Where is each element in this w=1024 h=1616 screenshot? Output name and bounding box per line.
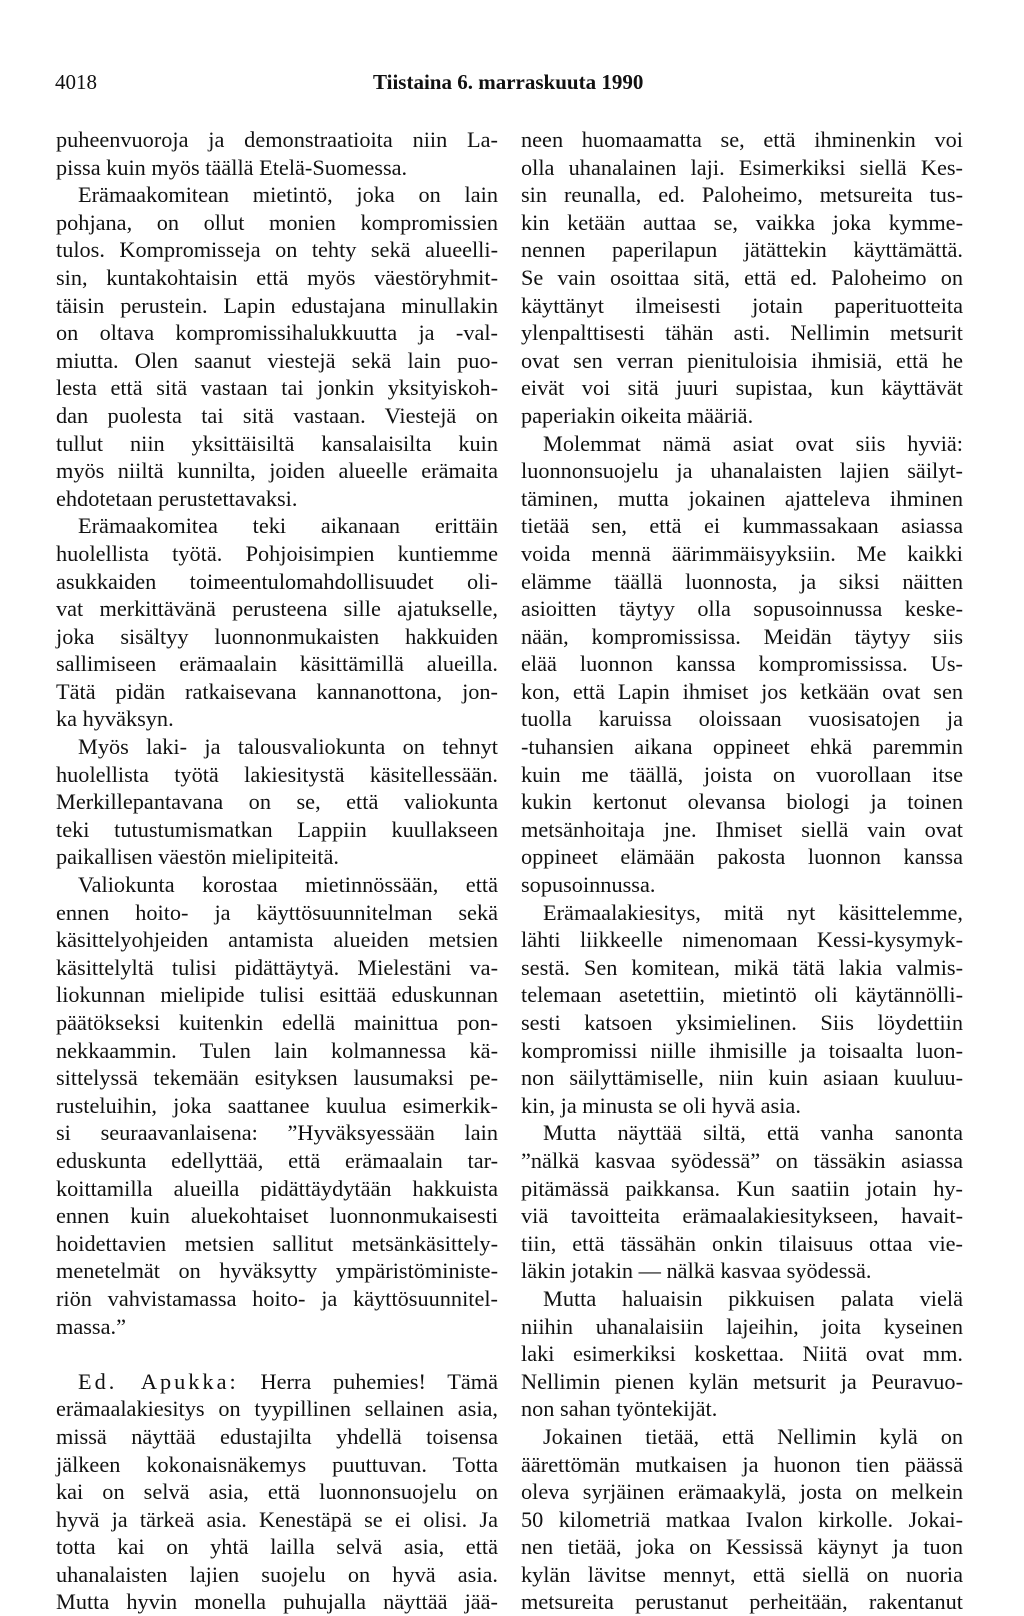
text-line: täminen, mutta jokainen ajatteleva ihminen bbox=[521, 485, 963, 511]
text-line: huolellista työtä. Pohjoisimpien kuntiemme bbox=[56, 540, 498, 566]
text-line: jälkeen kokonaisnäkemys puuttuvan. Totta bbox=[56, 1451, 498, 1477]
text-line: elää luonnon kanssa kompromississa. Us- bbox=[521, 651, 963, 677]
text-line: sopusoinnussa. bbox=[521, 872, 656, 898]
text-line: puheenvuoroja ja demonstraatioita niin La- bbox=[56, 127, 498, 152]
text-line: ”nälkä kasvaa syödessä” on tässäkin asiassa bbox=[521, 1147, 963, 1173]
text-line: kai on selvä asia, että luonnonsuojelu on bbox=[56, 1479, 498, 1505]
text-line: kompromissi niille ihmisille ja toisaalta luon- bbox=[521, 1037, 963, 1063]
text-line: käsittelyltä tulisi pidättäytyä. Mielestäni va- bbox=[56, 954, 498, 980]
text-line bbox=[56, 1368, 498, 1396]
text-line: koittamilla alueilla pidättäydytään hakkuista bbox=[56, 1175, 498, 1201]
text-line: läkin jotakin — nälkä kasvaa syödessä. bbox=[521, 1258, 872, 1284]
text-line: paperiakin oikeita määriä. bbox=[521, 402, 754, 428]
text-line: Mutta näyttää siltä, että vanha sanonta bbox=[543, 1120, 963, 1146]
text-line: vat merkittävänä perusteena sille ajatukselle, bbox=[56, 596, 498, 622]
text-line: neen huomaamatta se, että ihminenkin voi bbox=[521, 127, 963, 152]
text-line: laki esimerkiksi koskettaa. Niitä ovat mm. bbox=[521, 1341, 963, 1367]
text-line: miutta. Olen saanut viestejä sekä lain puo- bbox=[56, 347, 498, 373]
text-line: non sahan työntekijät. bbox=[521, 1396, 718, 1422]
text-line: täisin perustein. Lapin edustajana minullakin bbox=[56, 292, 498, 318]
text-line: viä tavoitteita erämaalakiesitykseen, havait- bbox=[521, 1203, 963, 1229]
text-line: ylenpalttisesti tähän asti. Nellimin metsurit bbox=[521, 320, 963, 346]
text-line: joka sisältyy luonnonmukaisten hakkuiden bbox=[56, 623, 498, 649]
left-column bbox=[56, 126, 498, 1616]
speech-text: Herra puhemies! Tämä bbox=[238, 1368, 498, 1394]
text-line: lähti liikkeelle nimenomaan Kessi-kysymyk- bbox=[521, 927, 963, 953]
text-line: riön vahvistamassa hoito- ja käyttösuunnitel- bbox=[56, 1285, 498, 1311]
text-line: nekkaammin. Tulen lain kolmannessa kä- bbox=[56, 1037, 498, 1063]
text-line: sin, kuntakohtaisin että myös väestöryhmit- bbox=[56, 264, 498, 290]
text-line: Tätä pidän ratkaisevana kannanottona, jon- bbox=[56, 678, 498, 704]
text-line: oppineet elämään pakosta luonnon kanssa bbox=[521, 844, 963, 870]
text-line: erämaalakiesitys on tyypillinen sellainen asia, bbox=[56, 1396, 498, 1422]
speaker-name: Ed. Apukka: bbox=[78, 1368, 239, 1394]
text-line: pohjana, on ollut monien kompromissien bbox=[56, 209, 498, 235]
text-line: dan puolesta tai sitä vastaan. Viestejä on bbox=[56, 402, 498, 428]
text-line: tulos. Kompromisseja on tehty sekä alueelli- bbox=[56, 237, 498, 263]
text-line: nen tietää, joka on Kessissä käynyt ja tuon bbox=[521, 1534, 963, 1560]
text-line: käsittelyohjeiden antamista alueiden metsien bbox=[56, 927, 498, 953]
text-line: tietää sen, että ei kummassakaan asiassa bbox=[521, 513, 963, 539]
text-line: Merkillepantavana on se, että valiokunta bbox=[56, 789, 498, 815]
text-line: olla uhanalainen laji. Esimerkiksi siellä Kes- bbox=[521, 154, 963, 180]
text-line: kin, ja minusta se oli hyvä asia. bbox=[521, 1092, 801, 1118]
text-line: Erämaakomitea teki aikanaan erittäin bbox=[78, 513, 498, 539]
text-line: telemaan asetettiin, mietintö oli käytännölli- bbox=[521, 982, 963, 1008]
text-line: teki tutustumismatkan Lappiin kuullakseen bbox=[56, 816, 498, 842]
text-line: missä näyttää edustajilta yhdellä toisensa bbox=[56, 1423, 498, 1449]
page-number: 4018 bbox=[55, 70, 97, 94]
text-line: metsureita perustanut perheitään, rakentanut bbox=[521, 1589, 963, 1615]
text-line: luonnonsuojelu ja uhanalaisten lajien säilyt- bbox=[521, 458, 963, 484]
text-line: elämme täällä luonnosta, ja siksi näitten bbox=[521, 568, 963, 594]
text-line: si seuraavanlaisena: ”Hyväksyessään lain bbox=[56, 1120, 498, 1146]
text-line: menetelmät on hyväksytty ympäristöministe- bbox=[56, 1258, 498, 1284]
text-line: pissa kuin myös täällä Etelä-Suomessa. bbox=[56, 154, 408, 180]
text-line: Se vain osoittaa sitä, että ed. Paloheimo on bbox=[521, 264, 963, 290]
text-line: voida mennä äärimmäisyyksiin. Me kaikki bbox=[521, 540, 963, 566]
text-line: non säilyttämiselle, niin kuin asiaan kuuluu- bbox=[521, 1065, 963, 1091]
text-line: kin ketään auttaa se, vaikka joka kymme- bbox=[521, 209, 963, 235]
text-line: Mutta haluaisin pikkuisen palata vielä bbox=[543, 1285, 963, 1311]
text-line: asioitten täytyy olla sopusoinnussa keske- bbox=[521, 596, 963, 622]
text-line: totta kai on yhtä lailla selvä asia, että bbox=[56, 1534, 498, 1560]
text-line: ennen hoito- ja käyttösuunnitelman sekä bbox=[56, 899, 498, 925]
text-line: sallimiseen erämaalain käsittämillä alueilla. bbox=[56, 651, 498, 677]
text-line: myös niiltä kunnilta, joiden alueelle erämaita bbox=[56, 458, 498, 484]
text-line: nennen paperilapun jätättekin käyttämättä. bbox=[521, 237, 963, 263]
text-line: Erämaakomitean mietintö, joka on lain bbox=[78, 182, 498, 208]
text-line: Nellimin pienen kylän metsurit ja Peuravuo- bbox=[521, 1368, 963, 1394]
text-line: ennen kuin aluekohtaiset luonnonmukaisesti bbox=[56, 1203, 498, 1229]
text-line: Mutta hyvin monella puhujalla näyttää jää- bbox=[56, 1589, 498, 1615]
text-line: kuin me täällä, joista on vuorollaan itse bbox=[521, 761, 963, 787]
text-line: on oltava kompromissihalukkuutta ja -val- bbox=[56, 320, 498, 346]
text-line: hoidettavien metsien sallitut metsänkäsittely- bbox=[56, 1230, 498, 1256]
text-line: sestä. Sen komitean, mikä tätä lakia valmis- bbox=[521, 954, 963, 980]
text-line: paikallisen väestön mielipiteitä. bbox=[56, 844, 339, 870]
text-line: päätökseksi kuitenkin edellä mainittua pon- bbox=[56, 1010, 498, 1035]
text-line: tiin, että tässähän onkin tilaisuus ottaa vie- bbox=[521, 1230, 963, 1256]
text-line: rusteluihin, joka saattanee kuulua esimerkik- bbox=[56, 1092, 498, 1118]
text-line: tuolla karuissa oloissaan vuosisatojen ja bbox=[521, 706, 963, 732]
text-line: käyttänyt ilmeisesti jotain paperituotteita bbox=[521, 292, 963, 318]
text-line: niihin uhanalaisiin lajeihin, joita kyseinen bbox=[521, 1313, 963, 1339]
text-line: asukkaiden toimeentulomahdollisuudet oli- bbox=[56, 568, 498, 594]
text-line: hyvä ja tärkeä asia. Kenestäpä se ei olisi. Ja bbox=[56, 1506, 498, 1532]
text-line: lesta että sitä vastaan tai jonkin yksityiskoh- bbox=[56, 375, 498, 401]
text-line: Molemmat nämä asiat ovat siis hyviä: bbox=[543, 430, 963, 456]
text-line: huolellista työtä lakiesitystä käsitellessään. bbox=[56, 761, 498, 787]
text-line: massa.” bbox=[56, 1313, 126, 1339]
text-line: eivät voi sitä juuri supistaa, kun käyttävät bbox=[521, 375, 963, 401]
text-line: uhanalaisten lajien suojelu on hyvä asia. bbox=[56, 1561, 498, 1587]
text-line: ovat sen verran pienituloisia ihmisiä, että he bbox=[521, 347, 963, 373]
text-line: eduskunta edellyttää, että erämaalain tar- bbox=[56, 1147, 498, 1173]
text-line: 50 kilometriä matkaa Ivalon kirkolle. Jokai- bbox=[521, 1506, 963, 1532]
text-line: sesti katsoen yksimielinen. Siis löydettiin bbox=[521, 1010, 963, 1035]
text-line: pitämässä paikkansa. Kun saatiin jotain hy- bbox=[521, 1175, 963, 1201]
text-line: nään, kompromississa. Meidän täytyy siis bbox=[521, 623, 963, 649]
text-line: Myös laki- ja talousvaliokunta on tehnyt bbox=[78, 734, 498, 760]
text-line: ehdotetaan perustettavaksi. bbox=[56, 485, 298, 511]
text-line: liokunnan mielipide tulisi esittää eduskunnan bbox=[56, 982, 498, 1008]
text-line: tullut niin yksittäisiltä kansalaisilta kuin bbox=[56, 430, 498, 456]
right-column bbox=[521, 126, 963, 1616]
text-line: äärettömän mutkaisen ja huonon tien päässä bbox=[521, 1451, 963, 1477]
text-line: Erämaalakiesitys, mitä nyt käsittelemme, bbox=[543, 899, 963, 925]
text-line: kon, että Lapin ihmiset jos ketkään ovat sen bbox=[521, 678, 963, 704]
text-line: kukin kertonut olevansa biologi ja toinen bbox=[521, 789, 963, 815]
text-line: Valiokunta korostaa mietinnössään, että bbox=[78, 872, 498, 898]
page-header bbox=[55, 70, 970, 98]
page-date: Tiistaina 6. marraskuuta 1990 bbox=[373, 70, 644, 94]
blank-line bbox=[56, 1340, 498, 1368]
text-line: oleva syrjäinen erämaakylä, josta on melkein bbox=[521, 1479, 963, 1505]
text-line: sin reunalla, ed. Paloheimo, metsureita tus- bbox=[521, 182, 963, 208]
text-line: sittelyssä tekemään esityksen lausumaksi pe- bbox=[56, 1065, 498, 1091]
text-line: ka hyväksyn. bbox=[56, 706, 174, 732]
text-line: -tuhansien aikana oppineet ehkä paremmin bbox=[521, 734, 963, 760]
text-line: metsänhoitaja jne. Ihmiset siellä vain ovat bbox=[521, 816, 963, 842]
text-line: kylän lävitse mennyt, että siellä on nuoria bbox=[521, 1561, 963, 1587]
text-line: Jokainen tietää, että Nellimin kylä on bbox=[543, 1423, 963, 1449]
